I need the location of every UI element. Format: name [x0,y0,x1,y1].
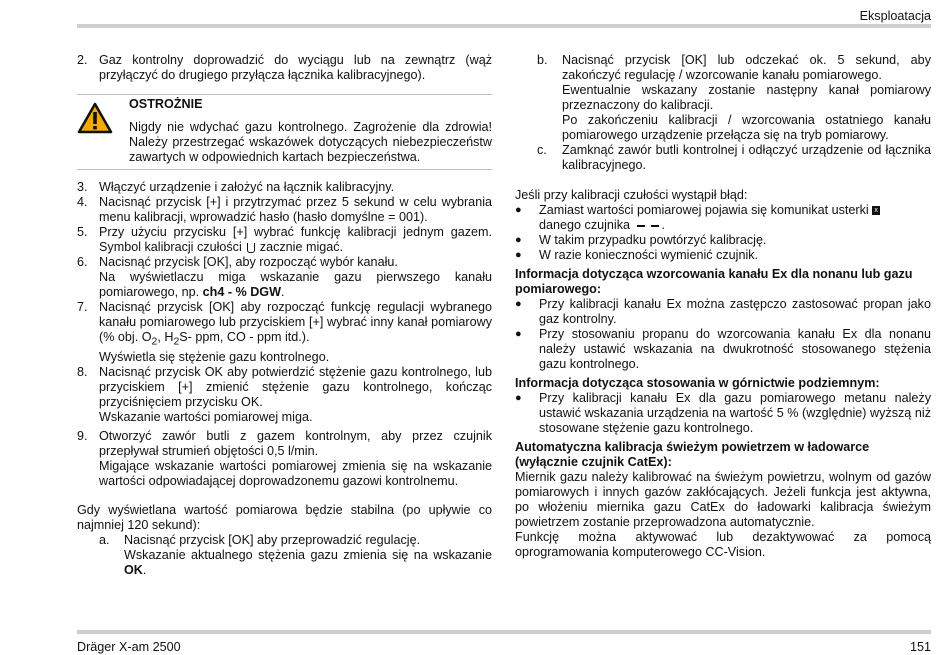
paragraph: Funkcję można aktywować lub dezaktywować za pomocą oprogramowania komputerowego CC-Vision. [515,530,931,559]
item-number: 6. [77,255,88,269]
error-x-icon: x [872,206,880,215]
list-item [77,255,492,300]
bullet-item [515,327,931,372]
section-heading: Informacja dotycząca stosowania w górnictwie podziemnym: [515,376,880,390]
item-text-part: Przy użyciu przycisku [+] wybrać funkcję kalibracji jednym gazem. Symbol kalibracji czułości [99,225,492,254]
item-text-part: Otworzyć zawór butli z gazem kontrolnym, aby przez czujnik przepływał strumień objętości 0,5 l/min. [99,428,492,458]
list-item [77,365,492,425]
bullet-icon: ● [515,204,522,216]
bullet-text: Przy kalibracji kanału Ex można zastępczo zastosować propan jako gaz kontrolny. [539,297,931,326]
item-text: Nacisnąć przycisk [OK], aby rozpocząć wybór kanału. Na wyświetlaczu miga wskazanie gazu pierwszego kanału pomiarowego, np. ch4 - % DGW. [99,255,492,299]
item-text-part: , H [157,330,174,344]
bullet-icon: ● [515,392,522,404]
item-number: 4. [77,195,88,209]
item-text-part: S- ppm, CO - ppm itd.). [179,330,310,344]
bullet-icon: ● [515,328,522,340]
list-item [77,180,492,195]
item-text [99,429,492,489]
item-text-part: Nacisnąć przycisk [OK] aby przeprowadzić regulację. [124,532,421,547]
item-text: Włączyć urządzenie i założyć na łącznik kalibracyjny. [99,180,395,194]
header-rule [77,24,931,28]
footer-product: Dräger X-am 2500 [77,640,181,654]
item-number: 3. [77,180,88,194]
item-text-part: Wyświetla się stężenie gazu kontrolnego. [99,349,330,364]
bullet-item [515,203,931,233]
sub-item-letter: b. [537,53,548,67]
bullet-item [515,248,931,263]
paragraph: Gdy wyświetlana wartość pomiarowa będzie stabilna (po upływie co najmniej 120 sekund): [77,502,492,532]
item-number: 7. [77,300,88,314]
item-text-part: Nacisnąć przycisk [OK], aby rozpocząć wybór kanału. [99,255,398,269]
warning-icon [77,97,129,165]
warning-text: Nigdy nie wdychać gazu kontrolnego. Zagrożenie dla zdrowia! Należy przestrzegać wskazówek dotyczących niebezpieczeństw zawartych w odpowiednich kartach bezpieczeństwa. [129,120,492,164]
warning-box [77,94,492,170]
bullet-item [515,391,931,436]
item-text-part: zacznie migać. [259,240,344,254]
section-title: Eksploatacja [859,9,931,23]
page-number: 151 [909,640,931,654]
display-text: OK [124,562,143,577]
bullet-text: Przy stosowaniu propanu do wzorcowania kanału Ex dla nonanu należy ustawić wskazania na dwukrotność stosowanego stężenia gazu kontrolnego. [539,327,931,371]
item-text-part: Nacisnąć przycisk [OK] aby rozpocząć funkcję regulacji wybranego kanału pomiarowego lub przyciskiem [+] wybrać inny kanał pomiarowy (% obj. O [99,300,492,344]
sub-item-letter: c. [537,143,547,157]
item-text-part: Wskazanie wartości pomiarowej miga. [99,409,313,424]
sub-item-letter: a. [99,532,110,547]
bullet-text: Przy kalibracji kanału Ex dla gazu pomiarowego metanu należy ustawić wskazania urządzenia na wartość 5 % (względnie) wyższą niż stosowane stężenie gazu kontrolnego. [539,391,931,435]
item-text-part: Nacisnąć przycisk OK aby potwierdzić stężenie gazu kontrolnego, lub przyciskiem [+] zmienić stężenie gazu kontrolnego, kończąc przyciśnięciem przycisku OK. [99,364,492,409]
item-number: 5. [77,225,88,239]
item-text-part: Zamiast wartości pomiarowej pojawia się komunikat usterki [539,203,869,217]
warning-title: OSTROŻNIE [129,97,203,111]
section-heading: Automatyczna kalibracja świeżym powietrzem w ładowarce (wyłącznie czujnik CatEx): [515,440,870,469]
list-item [77,300,492,365]
section-heading: Informacja dotycząca wzorcowania kanału Ex dla nonanu lub gazu pomiarowego: [515,267,913,296]
item-text: Gaz kontrolny doprowadzić do wyciągu lub na zewnątrz (wąż przyłączyć do drugiego przyłącza łącznika kalibracyjnego). [99,53,492,82]
item-text [99,300,492,365]
item-text-part: Nacisnąć przycisk [OK] lub odczekać ok. 5 sekund, aby zakończyć regulację / wzorcowanie kanału pomiarowego. [562,53,931,82]
item-text-part: Migające wskazanie wartości pomiarowej zmienia się na wskazanie wartości odpowiadającej doprowadzonemu gazowi kontrolnemu. [99,458,492,488]
item-text-part: . [142,562,147,577]
paragraph: Miernik gazu należy kalibrować na świeżym powietrzu, wolnym od gazów pomiarowych i innych gazów zakłócających. Jeżeli funkcja jest aktywna, po włożeniu miernika gazu CatEx do ładowarki kalibracja świeżym powietrzem zostanie przeprowadzona automatycznie. [515,470,931,529]
sub-item [537,143,931,173]
bullet-text: W takim przypadku powtórzyć kalibrację. [539,233,767,247]
item-text-part: Na wyświetlaczu miga wskazanie gazu pierwszego kanału pomiarowego, np. [99,270,492,299]
item-number: 8. [77,364,88,379]
bullet-item [515,297,931,327]
bullet-item [515,233,931,248]
list-item [77,429,492,489]
item-number: 2. [77,53,88,67]
display-text: ch4 - % DGW [202,285,281,299]
calibration-symbol-icon [247,243,255,253]
dash-icon [651,225,659,227]
bullet-text: W razie konieczności wymienić czujnik. [539,248,759,262]
sub-item [537,53,931,143]
item-number: 9. [77,428,88,443]
item-text [99,365,492,425]
bullet-icon: ● [515,234,522,246]
item-text [99,225,492,255]
sub-item-text [124,533,492,578]
dash-icon [637,225,645,227]
right-column [515,53,931,560]
bullet-text: Zamiast wartości pomiarowej pojawia się komunikat usterki x danego czujnika . [539,203,931,233]
list-item [77,53,492,83]
item-text-part: Ewentualnie wskazany zostanie następny kanał pomiarowy przeznaczony do kalibracji. [562,83,931,112]
sub-item-text: Zamknąć zawór butli kontrolnej i odłączyć urządzenie od łącznika kalibracyjnego. [562,143,931,172]
subscript: 2 [151,335,158,348]
sub-item-text [562,53,931,143]
sub-item [99,533,492,578]
item-text-part: Po zakończeniu kalibracji / wzorcowania ostatniego kanału pomiarowego urządzenie przełącza się na tryb pomiarowy. [562,113,931,142]
subscript: 2 [173,335,180,348]
paragraph: Jeśli przy kalibracji czułości wystąpił błąd: [515,188,748,202]
item-text-part: Wskazanie aktualnego stężenia gazu zmienia się na wskazanie [124,547,492,562]
item-text-part: danego czujnika [539,218,631,232]
item-text: Nacisnąć przycisk [+] i przytrzymać przez 5 sekund w celu wybrania menu kalibracji, wprowadzić hasło (hasło domyślne = 001). [99,195,492,224]
list-item [77,195,492,225]
bullet-icon: ● [515,249,522,261]
bullet-icon: ● [515,298,522,310]
footer-rule [77,630,931,634]
list-item [77,225,492,255]
left-column [77,53,492,578]
